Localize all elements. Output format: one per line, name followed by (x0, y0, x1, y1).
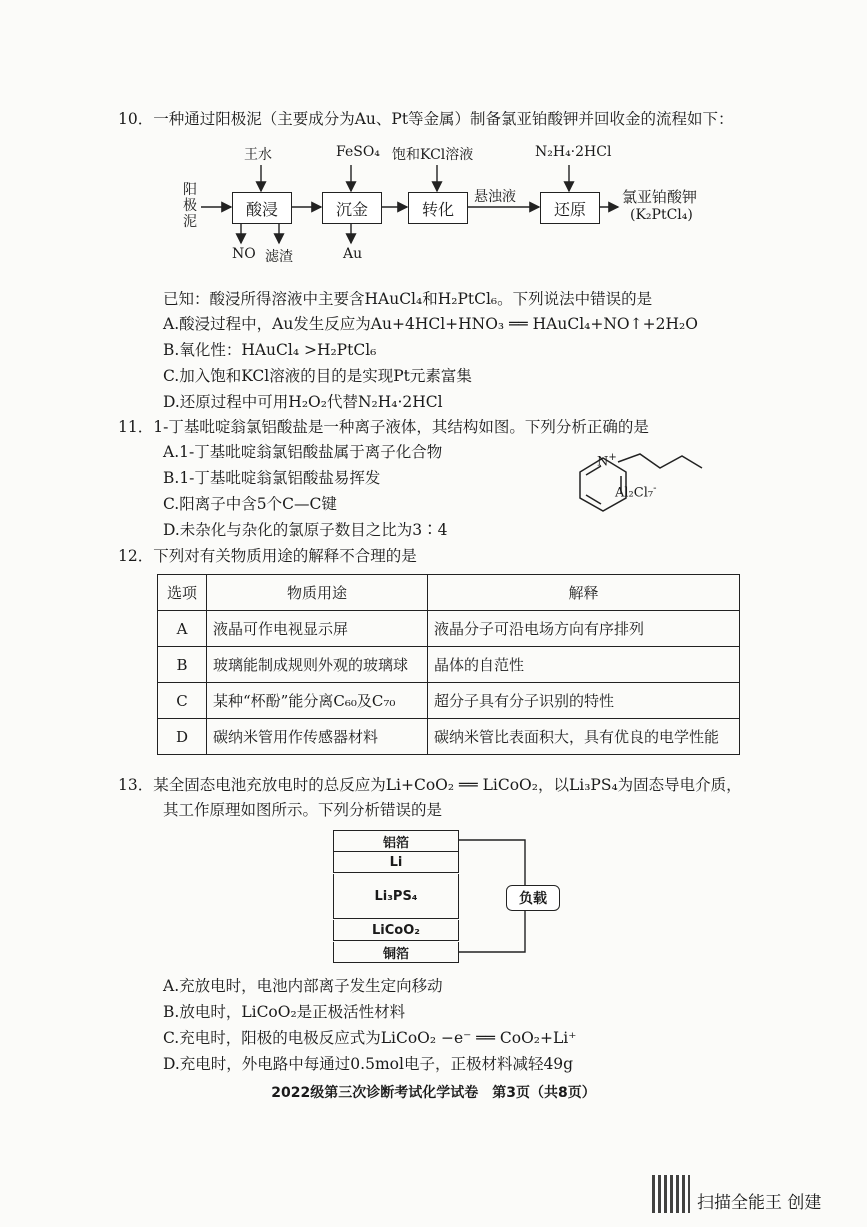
q13-stem-line1: 13．某全固态电池充放电时的总反应为Li+CoO₂ ══ LiCoO₂，以Li₃PS₄为固态导电介质， (118, 776, 742, 794)
mid-suspension: 悬浊液 (474, 189, 516, 205)
qr-code-icon (652, 1175, 690, 1213)
flow-start-label: 阳 极 泥 (183, 182, 197, 230)
layer-li: Li (333, 852, 459, 873)
load-box: 负载 (506, 885, 560, 911)
layer-licoo2: LiCoO₂ (333, 920, 459, 941)
row-b-option: B (158, 647, 207, 683)
q11-option-c: C.阳离子中含5个C—C键 (163, 495, 337, 513)
row-c-option: C (158, 683, 207, 719)
row-b-explain: 晶体的自范性 (428, 647, 740, 683)
q11-option-a: A.1-丁基吡啶翁氯铝酸盐属于离子化合物 (163, 443, 443, 461)
row-a-use: 液晶可作电视显示屏 (207, 611, 428, 647)
q11-option-d: D.未杂化与杂化的氯原子数目之比为3∶4 (163, 521, 448, 539)
output-no: NO (232, 246, 256, 262)
row-d-option: D (158, 719, 207, 755)
q13-option-c: C.充电时，阳极的电极反应式为LiCoO₂ −e⁻ ══ CoO₂+Li⁺ (163, 1029, 577, 1047)
q10-known: 已知：酸浸所得溶液中主要含HAuCl₄和H₂PtCl₆。下列说法中错误的是 (163, 290, 653, 308)
row-a-explain: 液晶分子可沿电场方向有序排列 (428, 611, 740, 647)
row-a-option: A (158, 611, 207, 647)
header-explain: 解释 (428, 575, 740, 611)
page-footer: 2022级第三次诊断考试化学试卷 第3页（共8页） (271, 1085, 596, 1101)
layer-al-foil: 铝箔 (333, 830, 459, 852)
reagent-kcl: 饱和KCl溶液 (392, 147, 474, 163)
output-residue: 滤渣 (265, 249, 293, 265)
step-convert: 转化 (408, 192, 468, 224)
row-d-explain: 碳纳米管比表面积大，具有优良的电学性能 (428, 719, 740, 755)
q10-option-a: A.酸浸过程中，Au发生反应为Au+4HCl+HNO₃ ══ HAuCl₄+NO↑+2H₂O (163, 315, 698, 333)
header-use: 物质用途 (207, 575, 428, 611)
scanner-watermark: 扫描全能王 创建 (697, 1193, 822, 1213)
anion-label: Al₂Cl₇- (615, 483, 657, 501)
header-option: 选项 (158, 575, 207, 611)
q13-option-d: D.充电时，外电路中每通过0.5mol电子，正极材料减轻49g (163, 1055, 574, 1073)
row-b-use: 玻璃能制成规则外观的玻璃球 (207, 647, 428, 683)
step-gold-precip: 沉金 (322, 192, 382, 224)
reagent-aqua-regia: 王水 (244, 147, 272, 163)
q11-option-b: B.1-丁基吡啶翁氯铝酸盐易挥发 (163, 469, 381, 487)
reagent-feso4: FeSO₄ (336, 144, 380, 160)
q13-stem-line2: 其工作原理如图所示。下列分析错误的是 (163, 801, 443, 819)
reagent-n2h4: N₂H₄·2HCl (535, 144, 612, 160)
q10-option-d: D.还原过程中可用H₂O₂代替N₂H₄·2HCl (163, 393, 443, 411)
step-acid-leach: 酸浸 (232, 192, 292, 224)
q13-option-b: B.放电时，LiCoO₂是正极活性材料 (163, 1003, 406, 1021)
layer-electrolyte: Li₃PS₄ (333, 874, 459, 919)
q13-option-a: A.充放电时，电池内部离子发生定向移动 (163, 977, 443, 995)
q11-stem: 11．1-丁基吡啶翁氯铝酸盐是一种离子液体，其结构如图。下列分析正确的是 (118, 418, 649, 436)
q10-stem: 10．一种通过阳极泥（主要成分为Au、Pt等金属）制备氯亚铂酸钾并回收金的流程如下： (118, 110, 734, 128)
q10-option-b: B.氧化性：HAuCl₄ >H₂PtCl₆ (163, 341, 377, 359)
layer-cu-foil: 铜箔 (333, 942, 459, 963)
output-au: Au (343, 246, 363, 262)
product-name: 氯亚铂酸钾 (622, 188, 698, 206)
row-d-use: 碳纳米管用作传感器材料 (207, 719, 428, 755)
q12-stem: 12．下列对有关物质用途的解释不合理的是 (118, 547, 417, 565)
product-formula: (K₂PtCl₄) (630, 207, 693, 223)
row-c-use: 某种“杯酚”能分离C₆₀及C₇₀ (207, 683, 428, 719)
ring-n-label: N+ (597, 452, 617, 470)
row-c-explain: 超分子具有分子识别的特性 (428, 683, 740, 719)
q10-option-c: C.加入饱和KCl溶液的目的是实现Pt元素富集 (163, 367, 472, 385)
step-reduce: 还原 (540, 192, 600, 224)
